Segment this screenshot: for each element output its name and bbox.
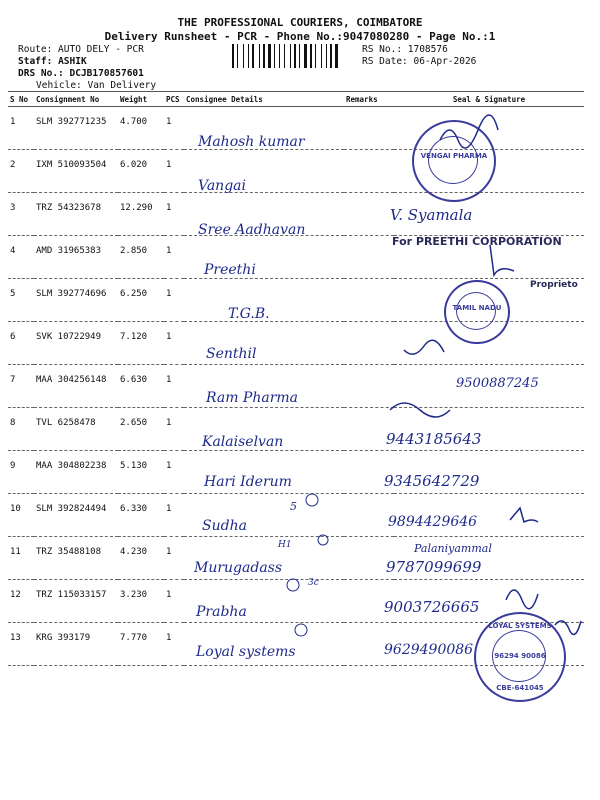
col-consignee: Consignee Details [184,92,344,107]
col-sno: S No [8,92,34,107]
weight: 2.850 [118,236,164,279]
row-sno: 5 [8,279,34,322]
row-sno: 6 [8,322,34,365]
row-sno: 4 [8,236,34,279]
pieces: 1 [164,408,184,451]
phone-row-12: 9003726665 [384,598,480,616]
consignment-number: TVL 6258478 [34,408,118,451]
consignment-number: MAA 304256148 [34,365,118,408]
consignment-number: IXM 510093504 [34,150,118,193]
row-sno: 13 [8,623,34,666]
row-sno: 10 [8,494,34,537]
phone-row-13: 9629490086 [384,642,474,658]
consignment-number: MAA 304802238 [34,451,118,494]
staff: Staff: ASHIK [18,56,87,67]
consignment-number: TRZ 54323678 [34,193,118,236]
signature-syamala: V. Syamala [390,206,473,224]
phone-row-9: 9345642729 [384,472,480,490]
weight: 7.770 [118,623,164,666]
col-weight: Weight [118,92,164,107]
consignee-name-11: Sudha [202,518,247,534]
weight: 6.330 [118,494,164,537]
consignment-number: SLM 392774696 [34,279,118,322]
company-name: THE PROFESSIONAL COURIERS, COIMBATORE [177,16,423,29]
weight: 4.700 [118,107,164,150]
col-pcs: PCS [164,92,184,107]
col-consignment: Consignment No [34,92,118,107]
phone-row-10: 9894429646 [388,514,478,530]
pieces: 1 [164,322,184,365]
row-sno: 12 [8,580,34,623]
pieces: 1 [164,279,184,322]
weight: 7.120 [118,322,164,365]
row-sno: 7 [8,365,34,408]
consignee-name-8: Ram Pharma [206,390,299,406]
weight: 6.020 [118,150,164,193]
vehicle: Vehicle: Van Delivery [36,80,157,91]
rs-date: RS Date: 06-Apr-2026 [362,56,477,67]
pieces: 1 [164,365,184,408]
consignee-name-7: Senthil [206,346,257,362]
weight: 5.130 [118,451,164,494]
vengai-pharma-stamp: VENGAI PHARMA [412,120,496,202]
pieces: 1 [164,451,184,494]
weight: 3.230 [118,580,164,623]
consignee-name-9: Kalaiselvan [202,434,284,450]
pieces: 1 [164,623,184,666]
consignee-name-1: Mahosh kumar [198,134,305,150]
pieces: 1 [164,537,184,580]
preethi-corporation-stamp: For PREETHI CORPORATION [392,235,562,248]
note-5: 5 [290,500,297,513]
note-3c: 3c [308,578,319,588]
consignment-number: TRZ 35488108 [34,537,118,580]
row-sno: 11 [8,537,34,580]
col-remarks: Remarks [344,92,394,107]
consignment-number: AMD 31965383 [34,236,118,279]
row-sno: 9 [8,451,34,494]
route: Route: AUTO DELY - PCR [18,44,144,55]
pieces: 1 [164,193,184,236]
weight: 4.230 [118,537,164,580]
consignee-name-12: Murugadass [194,560,283,576]
weight: 12.290 [118,193,164,236]
loyal-systems-name: Loyal systems [196,644,296,660]
weight: 6.630 [118,365,164,408]
weight: 2.650 [118,408,164,451]
consignee-name-13: Prabha [196,604,247,620]
loyal-systems-stamp: LOYAL SYSTEMS 96294 90086 CBE-641045 [474,612,566,702]
pieces: 1 [164,150,184,193]
consignee-name-2: Vangai [198,178,246,194]
consignment-number: KRG 393179 [34,623,118,666]
consignee-name-3: Sree Aadhavan [198,222,306,238]
weight: 6.250 [118,279,164,322]
consignee-name-10: Hari Iderum [204,474,292,490]
consignment-number: TRZ 115033157 [34,580,118,623]
note-h1: H1 [278,540,292,550]
row-sno: 2 [8,150,34,193]
tamil-nadu-stamp: TAMIL NADU [444,280,510,344]
consignment-number: SLM 392771235 [34,107,118,150]
consignee-name-4: Preethi [204,262,256,278]
phone-row-8: 9443185643 [386,430,482,448]
pieces: 1 [164,580,184,623]
row-sno: 3 [8,193,34,236]
runsheet-title: Delivery Runsheet - PCR - Phone No.:9047080280 - Page No.:1 [104,30,496,43]
row-sno: 1 [8,107,34,150]
drs-number: DRS No.: DCJB170857601 [18,68,144,79]
row-sno: 8 [8,408,34,451]
phone-row-11: 9787099699 [386,558,482,576]
pieces: 1 [164,107,184,150]
pieces: 1 [164,236,184,279]
consignment-number: SVK 10722949 [34,322,118,365]
phone-row-7: 9500887245 [456,376,539,391]
consignment-number: SLM 392824494 [34,494,118,537]
palaniyammal-note: Palaniyammal [414,542,492,555]
proprietor-label: Proprieto [530,280,578,290]
col-signature: Seal & Signature [394,92,584,107]
consignee-name-6: T.G.B. [228,306,270,322]
pieces: 1 [164,494,184,537]
rs-number: RS No.: 1708576 [362,44,448,55]
